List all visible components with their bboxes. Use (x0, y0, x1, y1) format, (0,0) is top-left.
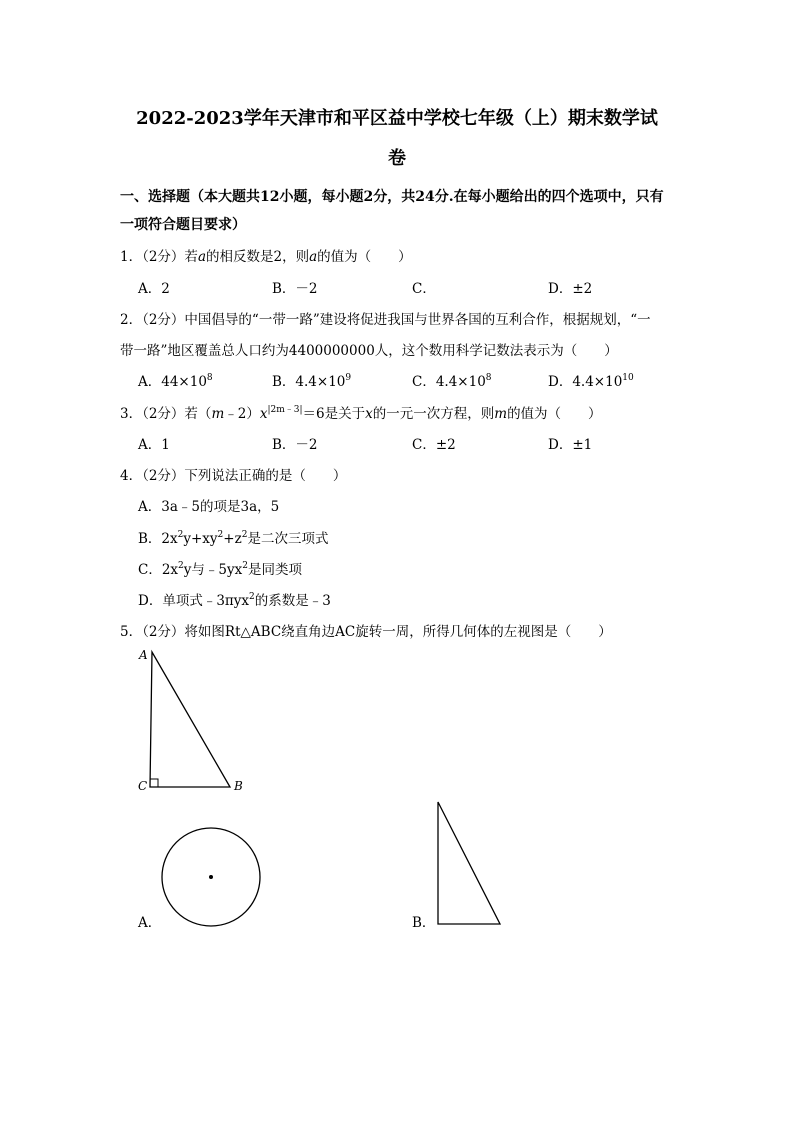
q4-option-c-exp2: 2 (242, 561, 248, 571)
question-5-stem: 5．（2分）将如图Rt△ABC绕直角边AC旋转一周，所得几何体的左视图是（ ） (120, 624, 612, 640)
q1-text-b: 的相反数是2，则 (206, 249, 310, 265)
q4-option-b (138, 530, 328, 548)
q4-option-c-part2: y与﹣5yx (183, 562, 243, 578)
q2-option-d-base: D．4.4×10 (548, 374, 623, 390)
q3-var-x: x (259, 406, 268, 422)
section-heading-continued: 一项符合题目要求） (120, 217, 246, 233)
question-2-stem: 2．（2分）中国倡导的“一带一路”建设将促进我国与世界各国的互利合作，根据规划，“一 (120, 312, 651, 328)
q3-option-b: B．－2 (272, 437, 318, 453)
q2-option-c (412, 373, 492, 391)
document-title: 2022-2023学年天津市和平区益中学校七年级（上）期末数学试 (136, 108, 658, 129)
q5-option-a: A． (138, 915, 162, 931)
q1-option-a: A．2 (138, 281, 170, 297)
q4-option-d-part2: 的系数是﹣3 (254, 593, 331, 609)
q4-option-d (138, 592, 331, 610)
q3-option-c: C．±2 (412, 437, 456, 453)
q2-option-b-exponent: 9 (345, 373, 352, 383)
q1-text-c: 的值为（ ） (317, 249, 412, 265)
q1-option-c: C． (412, 281, 436, 297)
triangle-abc (150, 652, 230, 787)
q1-text-a: 1．（2分）若 (120, 249, 198, 265)
q4-option-b-exp3: 2 (241, 530, 248, 540)
q4-option-b-part2: y+xy (183, 531, 218, 547)
q4-option-c-part3: 是同类项 (247, 562, 302, 578)
q2-option-c-exponent: 8 (485, 373, 492, 383)
q4-option-c-part1: C．2x (138, 562, 179, 578)
q3-text-b: ﹣2） (224, 406, 260, 422)
q4-option-d-part1: D．单项式﹣3πyx (138, 593, 250, 609)
vertex-label-a: A (139, 648, 148, 662)
option-b-triangle (438, 802, 500, 924)
q2-option-b-base: B．4.4×10 (272, 374, 346, 390)
q2-option-a-base: A．44×10 (138, 374, 207, 390)
q1-var-a: a (197, 249, 206, 265)
q3-text-c: ＝6是关于 (302, 406, 366, 422)
option-a-circle (162, 828, 260, 926)
q4-option-b-exp2: 2 (217, 530, 224, 540)
q3-var-m2: m (494, 406, 508, 422)
q3-option-a: A．1 (138, 437, 170, 453)
section-heading: 一、选择题（本大题共12小题，每小题2分，共24分.在每小题给出的四个选项中，只有 (120, 189, 664, 205)
q2-option-a-exponent: 8 (206, 373, 213, 383)
q5-option-b: B． (412, 915, 436, 931)
q4-option-d-exp: 2 (249, 592, 255, 602)
q1-option-b: B．－2 (272, 281, 318, 297)
q4-option-b-exp1: 2 (177, 530, 184, 540)
vertex-label-b: B (234, 779, 243, 793)
question-4-stem: 4．（2分）下列说法正确的是（ ） (120, 468, 347, 484)
q3-text-a: 3．（2分）若（ (120, 406, 212, 422)
q3-text-d: 的一元一次方程，则 (372, 406, 495, 422)
q2-option-c-base: C．4.4×10 (412, 374, 486, 390)
q4-option-c (138, 561, 302, 579)
q4-option-c-exp1: 2 (178, 561, 184, 571)
q1-option-d: D．±2 (548, 281, 593, 297)
q1-var-a2: a (309, 249, 318, 265)
q2-option-d-exponent: 10 (622, 373, 634, 383)
question-2-stem-continued: 带一路”地区覆盖总人口约为4400000000人，这个数用科学记数法表示为（ ） (120, 343, 618, 359)
q3-exponent: |2m﹣3| (267, 405, 303, 415)
q3-var-m: m (211, 406, 225, 422)
q2-option-d (548, 373, 634, 391)
q4-option-b-part4: 是二次三项式 (247, 531, 329, 547)
q3-var-x2: x (365, 406, 373, 422)
q4-option-a: A．3a﹣5的项是3a，5 (138, 499, 280, 515)
q3-text-e: 的值为（ ） (507, 406, 602, 422)
question-3-stem (120, 405, 602, 423)
q4-option-b-part3: +z (223, 531, 242, 547)
vertex-label-c: C (138, 779, 148, 793)
q3-option-d: D．±1 (548, 437, 593, 453)
document-title-continued: 卷 (388, 148, 406, 169)
q4-option-b-part1: B．2x (138, 531, 178, 547)
option-a-center-dot (209, 875, 213, 879)
q2-option-a (138, 373, 213, 391)
right-angle-mark (150, 779, 158, 787)
question-1-stem (120, 248, 412, 266)
q2-option-b (272, 373, 351, 391)
